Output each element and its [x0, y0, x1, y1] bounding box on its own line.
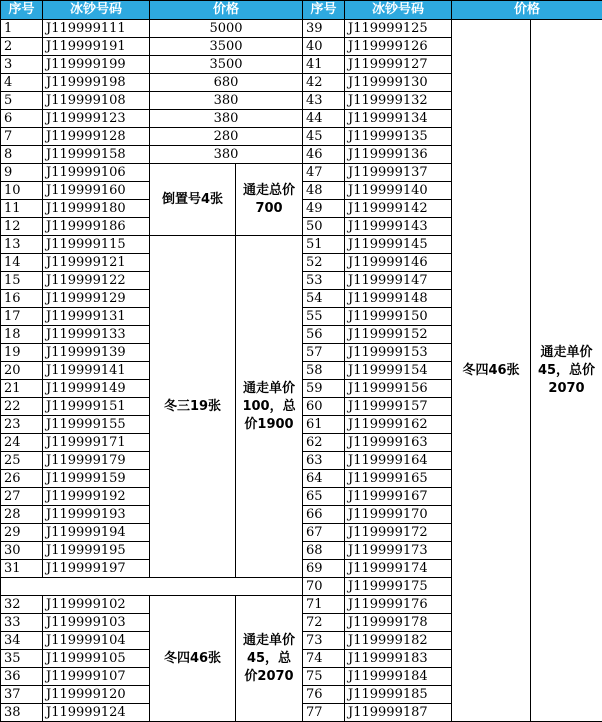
left-seq-cell: 12 [1, 218, 43, 236]
right-seq-cell: 40 [303, 38, 345, 56]
right-code-cell: J119999183 [345, 650, 452, 668]
left-seq-cell: 10 [1, 182, 43, 200]
left-seq-cell: 1 [1, 20, 43, 38]
left-code-cell: J119999151 [43, 398, 150, 416]
right-code-cell: J119999185 [345, 686, 452, 704]
header-right-seq: 序号 [303, 1, 345, 20]
left-seq-cell: 6 [1, 110, 43, 128]
right-code-cell: J119999162 [345, 416, 452, 434]
right-code-cell: J119999184 [345, 668, 452, 686]
left-seq-cell: 5 [1, 92, 43, 110]
left-code-cell: J119999131 [43, 308, 150, 326]
right-code-cell: J119999125 [345, 20, 452, 38]
left-seq-cell: 24 [1, 434, 43, 452]
right-code-cell: J119999164 [345, 452, 452, 470]
left-code-cell: J119999105 [43, 650, 150, 668]
right-seq-cell: 74 [303, 650, 345, 668]
left-code-cell: J119999141 [43, 362, 150, 380]
right-code-cell: J119999156 [345, 380, 452, 398]
spacer-cell [1, 578, 303, 596]
right-code-cell: J119999182 [345, 632, 452, 650]
right-seq-cell: 63 [303, 452, 345, 470]
left-code-cell: J119999124 [43, 704, 150, 722]
left-price-cell: 5000 [150, 20, 303, 38]
left-seq-cell: 32 [1, 596, 43, 614]
left-seq-cell: 8 [1, 146, 43, 164]
left-seq-cell: 18 [1, 326, 43, 344]
right-seq-cell: 46 [303, 146, 345, 164]
left-code-cell: J119999139 [43, 344, 150, 362]
dongsi-right-group-label: 冬四46张 [452, 20, 531, 722]
right-code-cell: J119999173 [345, 542, 452, 560]
header-row [1, 1, 602, 20]
left-code-cell: J119999199 [43, 56, 150, 74]
dongsan-group-label: 冬三19张 [150, 236, 236, 578]
left-code-cell: J119999104 [43, 632, 150, 650]
left-code-cell: J119999193 [43, 506, 150, 524]
right-code-cell: J119999172 [345, 524, 452, 542]
right-code-cell: J119999148 [345, 290, 452, 308]
left-code-cell: J119999198 [43, 74, 150, 92]
right-code-cell: J119999132 [345, 92, 452, 110]
right-seq-cell: 42 [303, 74, 345, 92]
right-seq-cell: 60 [303, 398, 345, 416]
right-code-cell: J119999167 [345, 488, 452, 506]
left-price-cell: 680 [150, 74, 303, 92]
right-seq-cell: 69 [303, 560, 345, 578]
left-code-cell: J119999159 [43, 470, 150, 488]
right-seq-cell: 59 [303, 380, 345, 398]
left-code-cell: J119999111 [43, 20, 150, 38]
left-seq-cell: 30 [1, 542, 43, 560]
right-seq-cell: 54 [303, 290, 345, 308]
left-code-cell: J119999194 [43, 524, 150, 542]
right-code-cell: J119999157 [345, 398, 452, 416]
left-seq-cell: 28 [1, 506, 43, 524]
left-code-cell: J119999192 [43, 488, 150, 506]
left-seq-cell: 29 [1, 524, 43, 542]
right-code-cell: J119999134 [345, 110, 452, 128]
left-seq-cell: 27 [1, 488, 43, 506]
left-code-cell: J119999191 [43, 38, 150, 56]
left-code-cell: J119999129 [43, 290, 150, 308]
right-seq-cell: 67 [303, 524, 345, 542]
right-code-cell: J119999147 [345, 272, 452, 290]
header-right-code: 冰钞号码 [345, 1, 452, 20]
dongsan-group-note: 通走单价100，总价1900 [236, 236, 303, 578]
left-code-cell: J119999102 [43, 596, 150, 614]
right-seq-cell: 43 [303, 92, 345, 110]
right-code-cell: J119999175 [345, 578, 452, 596]
left-seq-cell: 33 [1, 614, 43, 632]
left-code-cell: J119999121 [43, 254, 150, 272]
left-code-cell: J119999197 [43, 560, 150, 578]
left-code-cell: J119999149 [43, 380, 150, 398]
right-seq-cell: 75 [303, 668, 345, 686]
left-seq-cell: 7 [1, 128, 43, 146]
left-code-cell: J119999171 [43, 434, 150, 452]
left-code-cell: J119999179 [43, 452, 150, 470]
table-body [1, 20, 602, 722]
right-seq-cell: 52 [303, 254, 345, 272]
left-seq-cell: 19 [1, 344, 43, 362]
left-seq-cell: 22 [1, 398, 43, 416]
right-code-cell: J119999187 [345, 704, 452, 722]
right-code-cell: J119999176 [345, 596, 452, 614]
left-seq-cell: 38 [1, 704, 43, 722]
left-seq-cell: 14 [1, 254, 43, 272]
header-left-price: 价格 [150, 1, 303, 20]
right-code-cell: J119999152 [345, 326, 452, 344]
right-seq-cell: 48 [303, 182, 345, 200]
left-code-cell: J119999103 [43, 614, 150, 632]
header-right-price: 价格 [452, 1, 602, 20]
right-code-cell: J119999178 [345, 614, 452, 632]
right-code-cell: J119999163 [345, 434, 452, 452]
left-seq-cell: 15 [1, 272, 43, 290]
left-seq-cell: 36 [1, 668, 43, 686]
left-code-cell: J119999123 [43, 110, 150, 128]
right-seq-cell: 64 [303, 470, 345, 488]
right-code-cell: J119999136 [345, 146, 452, 164]
right-seq-cell: 55 [303, 308, 345, 326]
right-seq-cell: 50 [303, 218, 345, 236]
right-seq-cell: 44 [303, 110, 345, 128]
left-seq-cell: 35 [1, 650, 43, 668]
left-code-cell: J119999160 [43, 182, 150, 200]
right-seq-cell: 47 [303, 164, 345, 182]
left-seq-cell: 16 [1, 290, 43, 308]
left-seq-cell: 25 [1, 452, 43, 470]
left-code-cell: J119999155 [43, 416, 150, 434]
right-code-cell: J119999135 [345, 128, 452, 146]
right-seq-cell: 51 [303, 236, 345, 254]
right-seq-cell: 68 [303, 542, 345, 560]
right-code-cell: J119999143 [345, 218, 452, 236]
right-code-cell: J119999170 [345, 506, 452, 524]
left-seq-cell: 13 [1, 236, 43, 254]
left-code-cell: J119999186 [43, 218, 150, 236]
left-code-cell: J119999107 [43, 668, 150, 686]
left-seq-cell: 4 [1, 74, 43, 92]
left-code-cell: J119999195 [43, 542, 150, 560]
right-code-cell: J119999154 [345, 362, 452, 380]
left-seq-cell: 9 [1, 164, 43, 182]
right-code-cell: J119999127 [345, 56, 452, 74]
right-seq-cell: 66 [303, 506, 345, 524]
left-price-cell: 380 [150, 92, 303, 110]
left-seq-cell: 3 [1, 56, 43, 74]
right-seq-cell: 56 [303, 326, 345, 344]
left-seq-cell: 2 [1, 38, 43, 56]
right-seq-cell: 57 [303, 344, 345, 362]
right-seq-cell: 41 [303, 56, 345, 74]
right-seq-cell: 58 [303, 362, 345, 380]
left-seq-cell: 21 [1, 380, 43, 398]
left-price-cell: 3500 [150, 56, 303, 74]
left-code-cell: J119999158 [43, 146, 150, 164]
left-code-cell: J119999180 [43, 200, 150, 218]
left-code-cell: J119999106 [43, 164, 150, 182]
left-price-cell: 280 [150, 128, 303, 146]
right-code-cell: J119999140 [345, 182, 452, 200]
left-code-cell: J119999108 [43, 92, 150, 110]
left-code-cell: J119999120 [43, 686, 150, 704]
right-seq-cell: 53 [303, 272, 345, 290]
inverted-group-note: 通走总价700 [236, 164, 303, 236]
dongsi-right-group-note: 通走单价45，总价2070 [531, 20, 602, 722]
right-seq-cell: 62 [303, 434, 345, 452]
left-price-cell: 3500 [150, 38, 303, 56]
table-row [1, 20, 602, 38]
left-seq-cell: 34 [1, 632, 43, 650]
left-code-cell: J119999133 [43, 326, 150, 344]
right-seq-cell: 70 [303, 578, 345, 596]
left-seq-cell: 17 [1, 308, 43, 326]
right-code-cell: J119999146 [345, 254, 452, 272]
left-code-cell: J119999122 [43, 272, 150, 290]
right-code-cell: J119999145 [345, 236, 452, 254]
inverted-group-label: 倒置号4张 [150, 164, 236, 236]
right-code-cell: J119999174 [345, 560, 452, 578]
left-seq-cell: 26 [1, 470, 43, 488]
dongsi-left-group-note: 通走单价45，总价2070 [236, 596, 303, 722]
right-seq-cell: 77 [303, 704, 345, 722]
dongsi-left-group-label: 冬四46张 [150, 596, 236, 722]
right-seq-cell: 39 [303, 20, 345, 38]
right-code-cell: J119999130 [345, 74, 452, 92]
right-code-cell: J119999126 [345, 38, 452, 56]
right-seq-cell: 72 [303, 614, 345, 632]
left-seq-cell: 11 [1, 200, 43, 218]
right-seq-cell: 45 [303, 128, 345, 146]
left-seq-cell: 37 [1, 686, 43, 704]
left-code-cell: J119999128 [43, 128, 150, 146]
right-code-cell: J119999137 [345, 164, 452, 182]
left-seq-cell: 20 [1, 362, 43, 380]
left-code-cell: J119999115 [43, 236, 150, 254]
right-code-cell: J119999165 [345, 470, 452, 488]
header-left-code: 冰钞号码 [43, 1, 150, 20]
right-seq-cell: 73 [303, 632, 345, 650]
right-seq-cell: 49 [303, 200, 345, 218]
right-seq-cell: 61 [303, 416, 345, 434]
right-code-cell: J119999142 [345, 200, 452, 218]
left-price-cell: 380 [150, 110, 303, 128]
left-seq-cell: 23 [1, 416, 43, 434]
left-seq-cell: 31 [1, 560, 43, 578]
right-seq-cell: 76 [303, 686, 345, 704]
left-price-cell: 380 [150, 146, 303, 164]
right-seq-cell: 71 [303, 596, 345, 614]
right-seq-cell: 65 [303, 488, 345, 506]
right-code-cell: J119999150 [345, 308, 452, 326]
right-code-cell: J119999153 [345, 344, 452, 362]
header-left-seq: 序号 [1, 1, 43, 20]
